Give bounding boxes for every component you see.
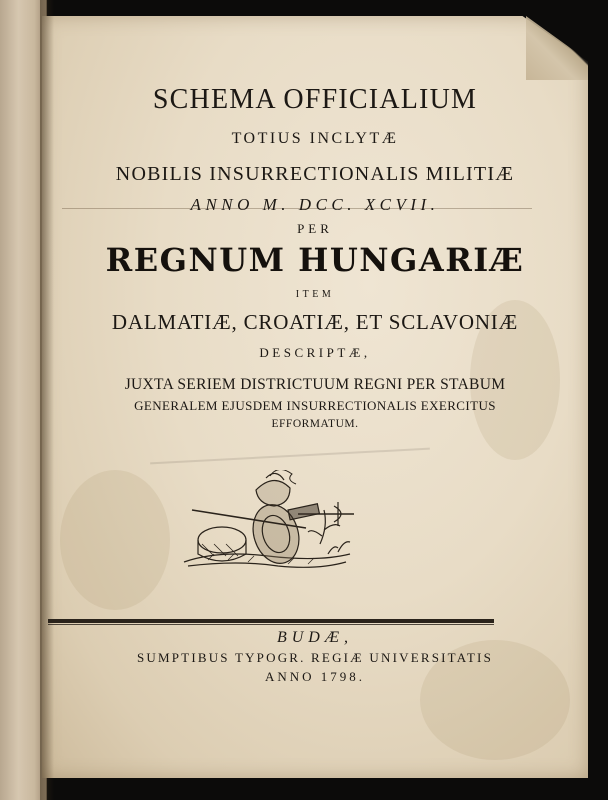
page-title: SCHEMA OFFICIALIUM [152,84,478,115]
trophy-of-arms-icon [178,470,358,582]
double-rule [48,619,494,623]
double-rule [48,624,494,625]
title-line: PER [297,221,333,236]
imprint-printer: SUMPTIBUS TYPOGR. REGIÆ UNIVERSITATIS [136,650,494,665]
title-line: TOTIUS INCLYTÆ [231,130,399,147]
title-kingdom: REGNUM HUNGARIÆ [105,241,525,279]
imprint-place: BUDÆ, [276,629,354,646]
dog-ear-corner [526,16,588,80]
title-line: ITEM [295,289,335,300]
title-line: GENERALEM EJUSDEM INSURRECTIONALIS EXERCITUS [134,398,496,413]
title-line: DESCRIPTÆ, [259,345,371,360]
title-line: EFFORMATUM. [271,418,359,430]
title-line: JUXTA SERIEM DISTRICTUUM REGNI PER STABUM [124,376,506,393]
title-date: ANNO M. DCC. XCVII. [190,195,440,214]
paper-stain [60,470,170,610]
title-line: DALMATIÆ, CROATIÆ, ET SCLAVONIÆ [111,310,519,334]
imprint-year: ANNO 1798. [264,669,366,684]
title-line: NOBILIS INSURRECTIONALIS MILITIÆ [115,163,515,185]
